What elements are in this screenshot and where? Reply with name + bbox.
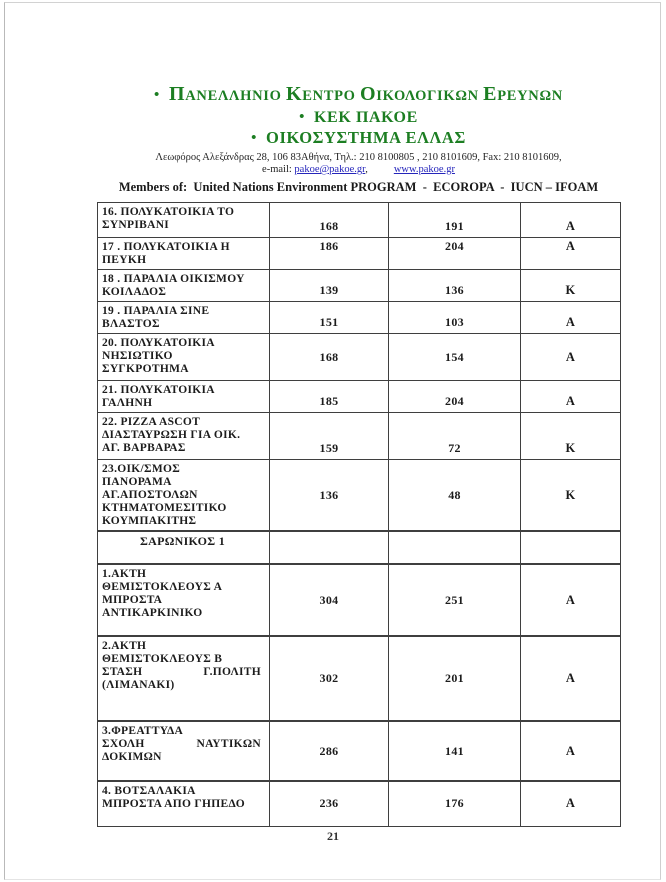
table-row bbox=[98, 721, 621, 781]
location-name-cell bbox=[98, 238, 270, 270]
value1-cell: 186 bbox=[270, 238, 389, 270]
org-title bbox=[97, 84, 620, 106]
org-subtitle-text: ΚΕΚ ΠΑΚΟΕ bbox=[314, 109, 418, 126]
location-name-line: ΘΕΜΙΣΤΟΚΛΕΟΥΣ Α bbox=[102, 581, 223, 593]
bullet-icon: • bbox=[299, 109, 305, 125]
grade-cell: Κ bbox=[521, 413, 621, 460]
location-name-line: ΑΝΤΙΚΑΡΚΙΝΙΚΟ bbox=[102, 607, 203, 619]
grade-cell: Α bbox=[521, 238, 621, 270]
location-name-cell bbox=[98, 381, 270, 413]
location-name-cell bbox=[98, 460, 270, 532]
location-name-line: 17 . ΠΟΛΥΚΑΤΟΙΚΙΑ Η bbox=[102, 241, 230, 253]
bullet-icon: • bbox=[154, 87, 160, 103]
location-name-line: 16. ΠΟΛΥΚΑΤΟΙΚΙΑ ΤΟ bbox=[102, 206, 235, 218]
table-row bbox=[98, 270, 621, 302]
org-subtitle-oikosystima bbox=[97, 128, 620, 148]
org-title-word: ΟΙΚΟΛΟΓΙΚΩΝ bbox=[359, 83, 479, 105]
value2-cell: 204 bbox=[389, 238, 521, 270]
table-row bbox=[98, 564, 621, 636]
location-name-cell bbox=[98, 203, 270, 238]
location-name-line: ΔΟΚΙΜΩΝ bbox=[102, 751, 162, 763]
value2-cell: 136 bbox=[389, 270, 521, 302]
location-name-line: ΠΕΥΚΗ bbox=[102, 254, 147, 266]
location-name-line: ΜΠΡΟΣΤΑ ΑΠΟ ΓΗΠΕΔΟ bbox=[102, 798, 245, 810]
location-name-line: ΘΕΜΙΣΤΟΚΛΕΟΥΣ Β bbox=[102, 653, 223, 665]
location-name-line: ΣΤΑΣΗ Γ.ΠΟΛΙΤΗ bbox=[102, 666, 261, 678]
location-name-line: ΚΟΥΜΠΑΚΙΤΗΣ bbox=[102, 515, 197, 527]
email-label: e-mail: bbox=[262, 164, 292, 175]
value1-cell: 168 bbox=[270, 334, 389, 381]
website-link[interactable]: www.pakoe.gr bbox=[393, 164, 455, 175]
beach-results-table bbox=[97, 202, 621, 827]
location-name-cell bbox=[98, 636, 270, 721]
location-name-line: 19 . ΠΑΡΑΛΙΑ ΣΙΝΕ bbox=[102, 305, 210, 317]
location-name-line: 20. ΠΟΛΥΚΑΤΟΙΚΙΑ bbox=[102, 337, 215, 349]
contact-line bbox=[97, 164, 620, 176]
grade-cell: Κ bbox=[521, 270, 621, 302]
location-name-line: 18 . ΠΑΡΑΛΙΑ ΟΙΚΙΣΜΟΥ bbox=[102, 273, 245, 285]
value1-cell: 236 bbox=[270, 781, 389, 826]
table-row bbox=[98, 203, 621, 238]
table-row bbox=[98, 302, 621, 334]
location-name-line: ΣΥΓΚΡΟΤΗΜΑ bbox=[102, 363, 189, 375]
grade-cell: Α bbox=[521, 636, 621, 721]
value1-cell: 136 bbox=[270, 460, 389, 532]
empty-grade-cell bbox=[521, 531, 621, 564]
table-row bbox=[98, 781, 621, 826]
location-name-line: ΣΥΝΡΙΒΑΝΙ bbox=[102, 219, 170, 231]
value2-cell: 48 bbox=[389, 460, 521, 532]
value1-cell: 302 bbox=[270, 636, 389, 721]
org-subtitle-kek-pakoe bbox=[97, 108, 620, 127]
location-name-cell bbox=[98, 781, 270, 826]
location-name-line: ΑΓ. ΒΑΡΒΑΡΑΣ bbox=[102, 442, 186, 454]
page-number: 21 bbox=[327, 829, 339, 843]
grade-cell: Α bbox=[521, 203, 621, 238]
section-label-cell bbox=[98, 531, 270, 564]
location-name-line: ΠΑΝΟΡΑΜΑ bbox=[102, 476, 172, 488]
value1-cell: 159 bbox=[270, 413, 389, 460]
location-name-line: ΑΓ.ΑΠΟΣΤΟΛΩΝ bbox=[102, 489, 198, 501]
location-name-line: ΚΟΙΛΑΔΟΣ bbox=[102, 286, 167, 298]
location-name-line: 4. ΒΟΤΣΑΛΑΚΙΑ bbox=[102, 785, 196, 797]
location-name-line: ΒΛΑΣΤΟΣ bbox=[102, 318, 160, 330]
value2-cell: 201 bbox=[389, 636, 521, 721]
value2-cell: 191 bbox=[389, 203, 521, 238]
org-title-word: ΚΕΝΤΡΟ bbox=[285, 83, 356, 105]
table-row bbox=[98, 636, 621, 721]
table-row bbox=[98, 381, 621, 413]
value1-cell: 168 bbox=[270, 203, 389, 238]
org-title-text bbox=[168, 83, 563, 105]
grade-cell: Κ bbox=[521, 460, 621, 532]
org-title-word: ΕΡΕΥΝΩΝ bbox=[483, 83, 563, 105]
value2-cell: 204 bbox=[389, 381, 521, 413]
location-name-line: 1.ΑΚΤΗ bbox=[102, 568, 147, 580]
location-name-line: 22. PIZZA ASCOT bbox=[102, 416, 201, 428]
members-line: Members of: United Nations Environment PROGRAM - ECOROPA - IUCN – IFOAM bbox=[118, 180, 599, 194]
location-name-cell bbox=[98, 413, 270, 460]
location-name-line: 23.ΟΙΚ/ΣΜΟΣ bbox=[102, 463, 181, 475]
grade-cell: Α bbox=[521, 721, 621, 781]
grade-cell: Α bbox=[521, 781, 621, 826]
location-name-line: ΔΙΑΣΤΑΥΡΩΣΗ ΓΙΑ ΟΙΚ. bbox=[102, 429, 241, 441]
grade-cell: Α bbox=[521, 334, 621, 381]
table-row bbox=[98, 238, 621, 270]
location-name-line: ΓΑΛΗΝΗ bbox=[102, 397, 153, 409]
location-name-line: ΣΧΟΛΗ ΝΑΥΤΙΚΩΝ bbox=[102, 738, 261, 750]
org-subtitle-text: ΟΙΚΟΣΥΣΤΗΜΑ ΕΛΛΑΣ bbox=[266, 128, 466, 147]
value1-cell: 139 bbox=[270, 270, 389, 302]
email-link[interactable]: pakoe@pakoe.gr bbox=[294, 164, 366, 175]
location-name-line: 2.ΑΚΤΗ bbox=[102, 640, 147, 652]
value2-cell: 176 bbox=[389, 781, 521, 826]
section-title: ΣΑΡΩΝΙΚΟΣ 1 bbox=[139, 534, 226, 548]
location-name-line: ΝΗΣΙΩΤΙΚΟ bbox=[102, 350, 173, 362]
table-row bbox=[98, 413, 621, 460]
value1-cell: 151 bbox=[270, 302, 389, 334]
table-body bbox=[98, 203, 621, 827]
value2-cell: 72 bbox=[389, 413, 521, 460]
location-name-line: ΚΤΗΜΑΤΟΜΕΣΙΤΙΚΟ bbox=[102, 502, 227, 514]
location-name-cell bbox=[98, 721, 270, 781]
grade-cell: Α bbox=[521, 302, 621, 334]
location-name-cell bbox=[98, 334, 270, 381]
location-name-cell bbox=[98, 564, 270, 636]
empty-value2-cell bbox=[389, 531, 521, 564]
empty-value1-cell bbox=[270, 531, 389, 564]
location-name-line: (ΛΙΜΑΝΑΚΙ) bbox=[102, 679, 175, 691]
address-line: Λεωφόρος Αλεξάνδρας 28, 106 83Αθήνα, Τηλ.: 210 8100805 , 210 8101609, Fax: 210 8101609, bbox=[155, 152, 562, 163]
document-header bbox=[97, 84, 620, 194]
location-name-line: 21. ΠΟΛΥΚΑΤΟΙΚΙΑ bbox=[102, 384, 215, 396]
bullet-icon: • bbox=[251, 130, 258, 146]
value2-cell: 141 bbox=[389, 721, 521, 781]
value2-cell: 103 bbox=[389, 302, 521, 334]
table-row bbox=[98, 460, 621, 532]
grade-cell: Α bbox=[521, 381, 621, 413]
location-name-line: 3.ΦΡΕΑΤΤΥΔΑ bbox=[102, 725, 184, 737]
value2-cell: 251 bbox=[389, 564, 521, 636]
value1-cell: 286 bbox=[270, 721, 389, 781]
location-name-line: ΜΠΡΟΣΤΑ bbox=[102, 594, 163, 606]
value1-cell: 304 bbox=[270, 564, 389, 636]
location-name-cell bbox=[98, 270, 270, 302]
location-name-cell bbox=[98, 302, 270, 334]
comma-separator: , bbox=[365, 164, 368, 175]
value1-cell: 185 bbox=[270, 381, 389, 413]
grade-cell: Α bbox=[521, 564, 621, 636]
value2-cell: 154 bbox=[389, 334, 521, 381]
org-title-word: ΠΑΝΕΛΛΗΝΙΟ bbox=[168, 83, 282, 105]
section-row bbox=[98, 531, 621, 564]
table-row bbox=[98, 334, 621, 381]
